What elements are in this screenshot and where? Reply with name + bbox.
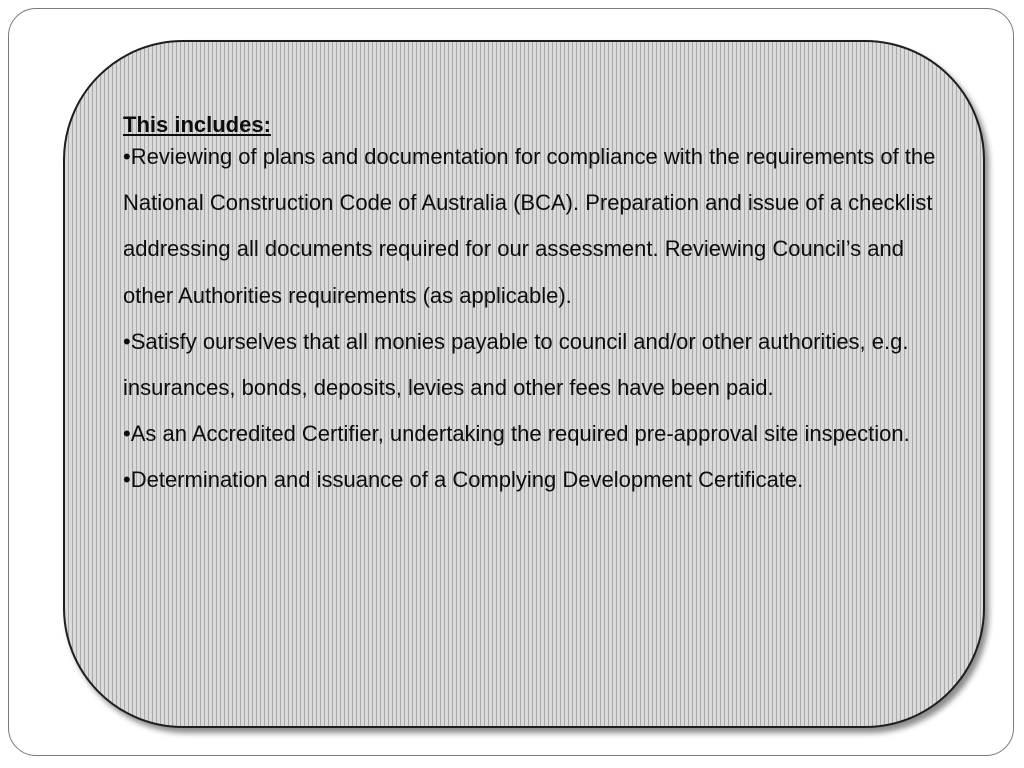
- paragraph-site-inspection: •As an Accredited Certifier, undertaking the required pre-approval site inspection.: [123, 421, 910, 447]
- paragraph-certificate: •Determination and issuance of a Complying Development Certificate.: [123, 467, 804, 493]
- paragraph-reviewing-plans: •Reviewing of plans and documentation for compliance with the requirements of the National Construction Code of Australia (BCA). Preparation and issue of a checklist addressing all documents required for our assessment. Reviewing Council’s and other Authorities requirements (as applicable).: [123, 144, 936, 308]
- heading: This includes:: [123, 112, 271, 137]
- content-box: [63, 40, 985, 728]
- paragraph-monies-payable: •Satisfy ourselves that all monies payable to council and/or other authorities, e.g. insurances, bonds, deposits, levies and other fees have been paid.: [123, 328, 909, 401]
- text-body: [123, 112, 953, 504]
